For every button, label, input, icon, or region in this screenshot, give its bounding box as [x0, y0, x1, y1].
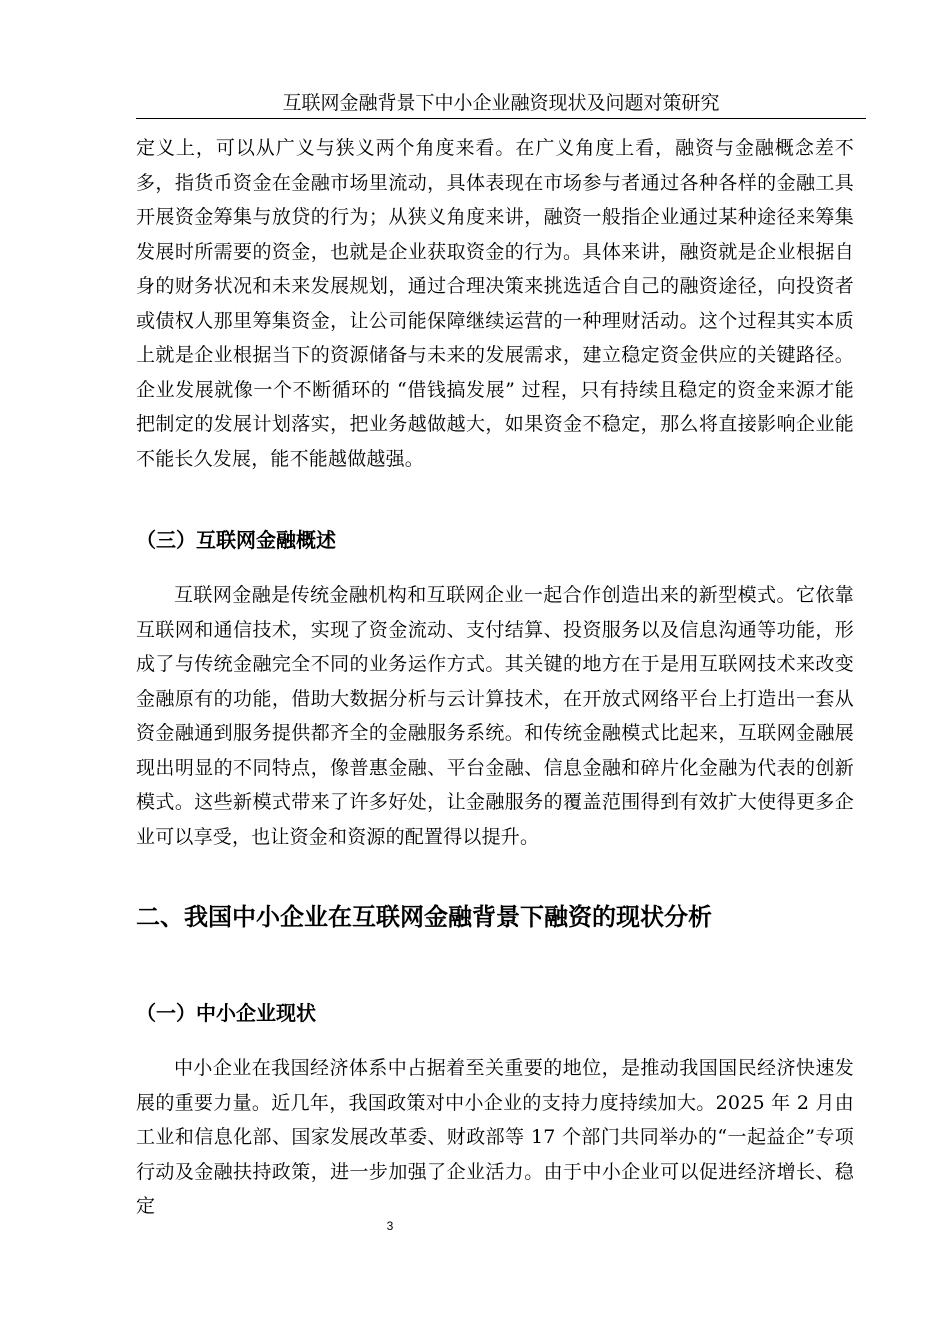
paragraph-text: 定义上，可以从广义与狭义两个角度来看。在广义角度上看，融资与金融概念差不多，指货币资金在金融市场里流动，具体表现在市场参与者通过各种各样的金融工具开展资金筹集与放贷的行为；从狭义角度来讲，融资一般指企业通过某种途径来筹集发展时所需要的资金，也就是企业获取资金的行为。具体来讲，融资就是企业根据自身的财务状况和未来发展规划，通过合理决策来挑选适合自己的融资途径，向投资者或债权人那里筹集资金，让公司能保障继续运营的一种理财活动。这个过程其实本质上就是企业根据当下的资源储备与未来的发展需求，建立稳定资金供应的关键路径。企业发展就像一个不断循环的 “借钱搞发展” 过程，只有持续且稳定的资金来源才能把制定的发展计划落实，把业务越做越大，如果资金不稳定，那么将直接影响企业能不能长久发展，能不能越做越强。: [136, 137, 854, 470]
body-paragraph: [136, 131, 854, 476]
section-heading: （三）互联网金融概述: [136, 528, 336, 552]
page-number: 3: [386, 1219, 394, 1233]
running-header: 互联网金融背景下中小企业融资现状及问题对策研究: [136, 92, 866, 119]
section-heading: （一）中小企业现状: [136, 1001, 316, 1025]
paragraph-text: 互联网金融是传统金融机构和互联网企业一起合作创造出来的新型模式。它依靠互联网和通信技术，实现了资金流动、支付结算、投资服务以及信息沟通等功能，形成了与传统金融完全不同的业务运作方式。其关键的地方在于是用互联网技术来改变金融原有的功能，借助大数据分析与云计算技术，在开放式网络平台上打造出一套从资金融通到服务提供都齐全的金融服务系统。和传统金融模式比起来，互联网金融展现出明显的不同特点，像普惠金融、平台金融、信息金融和碎片化金融为代表的创新模式。这些新模式带来了许多好处，让金融服务的覆盖范围得到有效扩大使得更多企业可以享受，也让资金和资源的配置得以提升。: [136, 584, 854, 848]
body-paragraph: [136, 578, 854, 854]
chapter-heading: 二、我国中小企业在互联网金融背景下融资的现状分析: [136, 903, 712, 931]
body-paragraph: [136, 1051, 854, 1224]
paragraph-text: 中小企业在我国经济体系中占据着至关重要的地位，是推动我国国民经济快速发展的重要力量。近几年，我国政策对中小企业的支持力度持续加大。2025 年 2 月由工业和信息化部、国家发展改革委、财政部等 17 个部门共同举办的“一起益企”专项行动及金融扶持政策，进一步加强了企业活力。由于中小企业可以促进经济增长、稳定: [136, 1057, 854, 1217]
